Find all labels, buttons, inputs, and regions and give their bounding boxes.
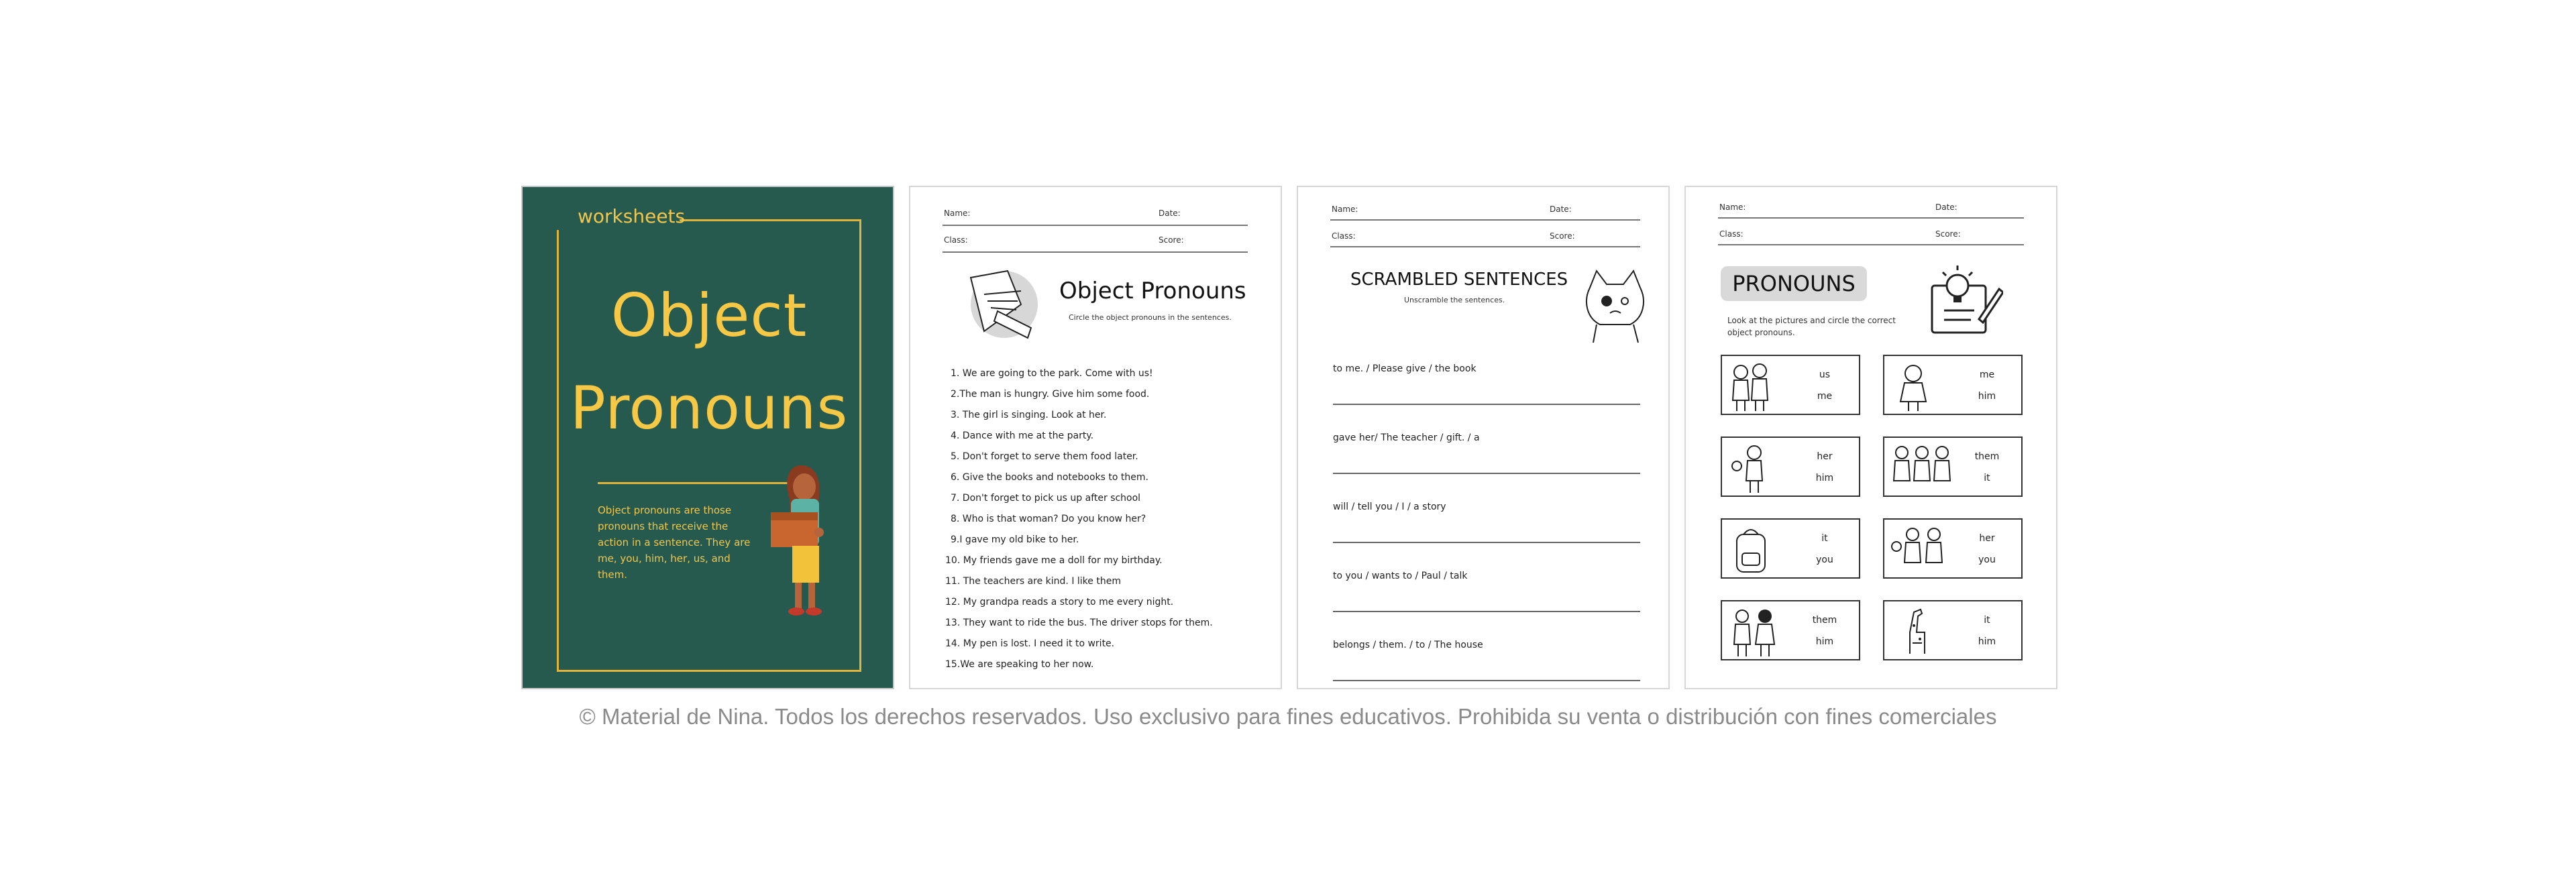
- copyright-caption: © Material de Nina. Todos los derechos reservados. Uso exclusivo para fines educativos. Prohibida su venta o distribución con fines comerciales: [579, 704, 1997, 729]
- pronoun-option[interactable]: me: [1817, 391, 1833, 402]
- pronoun-option[interactable]: her: [1979, 533, 1995, 544]
- cover-title-line1: Object: [610, 281, 808, 350]
- sentence-item: 11. The teachers are kind. I like them: [945, 576, 1121, 587]
- sentence-item: 2.The man is hungry. Give him some food.: [951, 389, 1150, 400]
- backpack-icon: [1727, 524, 1774, 576]
- picture-box: [1721, 518, 1860, 579]
- sentence-item: 9.I gave my old bike to her.: [951, 534, 1079, 545]
- sentence-item: 8. Who is that woman? Do you know her?: [951, 514, 1146, 524]
- cover-page: [521, 186, 894, 689]
- score-label: Score:: [1159, 235, 1184, 245]
- pronoun-option[interactable]: her: [1817, 451, 1833, 462]
- pronoun-option[interactable]: him: [1978, 391, 1996, 402]
- worksheet-object-pronouns: [909, 186, 1282, 689]
- sentence-item: 10. My friends gave me a doll for my birthday.: [945, 555, 1163, 566]
- pronoun-option[interactable]: it: [1821, 533, 1828, 544]
- date-label: Date:: [1935, 202, 1957, 212]
- name-label: Name:: [1719, 202, 1746, 212]
- picture-box: [1721, 355, 1860, 415]
- pronoun-option[interactable]: them: [1812, 615, 1837, 626]
- hand-writing-icon: [957, 264, 1044, 343]
- pronoun-option[interactable]: us: [1819, 369, 1831, 380]
- pronoun-option[interactable]: them: [1974, 451, 2000, 462]
- scrambled-item: to you / wants to / Paul / talk: [1333, 571, 1468, 581]
- scrambled-item: gave her/ The teacher / gift. / a: [1333, 432, 1480, 443]
- pronoun-option[interactable]: it: [1984, 615, 1990, 626]
- worksheet-instruction: Unscramble the sentences.: [1404, 296, 1505, 304]
- pronoun-option[interactable]: him: [1815, 636, 1834, 647]
- worksheet-title: PRONOUNS: [1721, 266, 1867, 301]
- picture-box: [1721, 600, 1860, 660]
- scrambled-item: to me. / Please give / the book: [1333, 363, 1477, 374]
- three-kids-icon: [1890, 442, 1964, 494]
- picture-box: [1883, 600, 2023, 660]
- cover-divider: [598, 482, 789, 484]
- pronoun-option[interactable]: you: [1816, 555, 1833, 565]
- picture-box: [1721, 436, 1860, 497]
- class-label: Class:: [1719, 229, 1743, 239]
- girl-with-box-illustration: [764, 459, 851, 620]
- two-kids-icon: [1727, 360, 1774, 412]
- score-label: Score:: [1935, 229, 1961, 239]
- sentence-item: 7. Don't forget to pick us up after school: [951, 493, 1141, 504]
- class-label: Class:: [944, 235, 968, 245]
- scrambled-item: will / tell you / I / a story: [1333, 502, 1446, 512]
- boy-with-ball-icon: [1727, 442, 1774, 494]
- pronoun-option[interactable]: me: [1979, 369, 1995, 380]
- name-label: Name:: [1332, 205, 1358, 214]
- pronoun-option[interactable]: him: [1978, 636, 1996, 647]
- pronoun-option[interactable]: it: [1984, 473, 1990, 483]
- worksheet-title: SCRAMBLED SENTENCES: [1350, 270, 1568, 290]
- cover-label: worksheets: [578, 205, 686, 227]
- worksheet-pronouns-pictures: [1684, 186, 2057, 689]
- pronoun-option[interactable]: him: [1815, 473, 1834, 483]
- worksheet-title: Object Pronouns: [1059, 278, 1246, 304]
- sentence-item: 3. The girl is singing. Look at her.: [951, 410, 1107, 420]
- sentence-item: 13. They want to ride the bus. The driver stops for them.: [945, 618, 1213, 628]
- confused-cat-icon: [1576, 268, 1654, 345]
- sentence-item: 5. Don't forget to serve them food later.: [951, 451, 1138, 462]
- date-label: Date:: [1159, 209, 1181, 218]
- boy-and-girl-icon: [1727, 605, 1788, 658]
- score-label: Score:: [1550, 231, 1575, 241]
- class-label: Class:: [1332, 231, 1356, 241]
- sentence-item: 12. My grandpa reads a story to me every night.: [945, 597, 1174, 607]
- cover-description: Object pronouns are those pronouns that receive the action in a sentence. They are me, you, him, her, us, and them.: [598, 504, 751, 581]
- picture-box: [1883, 518, 2023, 579]
- worksheet-scrambled-sentences: [1297, 186, 1670, 689]
- worksheet-instruction: Look at the pictures and circle the correct object pronouns.: [1727, 316, 1896, 337]
- giraffe-icon: [1890, 605, 1937, 658]
- scrambled-item: belongs / them. / to / The house: [1333, 640, 1483, 650]
- sentence-item: 1. We are going to the park. Come with us!: [951, 368, 1153, 379]
- pronoun-option[interactable]: you: [1978, 555, 1996, 565]
- worksheet-instruction: Circle the object pronouns in the sentences.: [1069, 313, 1232, 322]
- picture-box: [1883, 355, 2023, 415]
- sentence-item: 6. Give the books and notebooks to them.: [951, 472, 1148, 483]
- cover-title-line2: Pronouns: [570, 373, 849, 443]
- two-kids-with-ball-icon: [1890, 524, 1950, 576]
- sentence-item: 14. My pen is lost. I need it to write.: [945, 638, 1115, 649]
- sentence-item: 4. Dance with me at the party.: [951, 430, 1094, 441]
- date-label: Date:: [1550, 205, 1572, 214]
- name-label: Name:: [944, 209, 971, 218]
- sentence-item: 15.We are speaking to her now.: [945, 659, 1094, 670]
- girl-icon: [1890, 360, 1937, 412]
- lightbulb-paper-icon: [1924, 262, 2003, 336]
- picture-box: [1883, 436, 2023, 497]
